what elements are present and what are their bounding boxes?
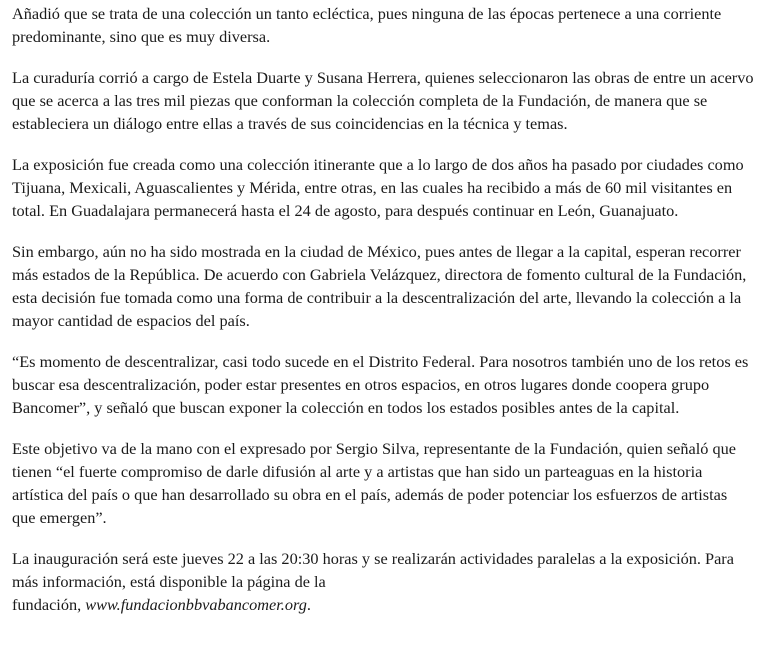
paragraph-itinerant-exhibition: La exposición fue creada como una colección itinerante que a lo largo de dos años ha pasado por ciudades como Tijuana, Mexicali, Aguascalientes y Mérida, entre otras, en las cuales ha recibido a más de 60 mil visitantes en total. En Guadalajara permanecerá hasta el 24 de agosto, para después continuar en León, Guanajuato.	[12, 155, 744, 220]
paragraph-sergio-silva: Este objetivo va de la mano con el expresado por Sergio Silva, representante de la Fundación, quien señaló que tienen “el fuerte compromiso de darle difusión al arte y a artistas que han sido un parteaguas en la historia artística del país o que han desarrollado su obra en el país, además de poder potenciar los esfuerzos de artistas que emergen”.	[12, 439, 736, 527]
inauguration-text: La inauguración será este jueves 22 a las 20:30 horas y se realizarán actividades paralelas a la exposición. Para más información, está disponible la página de la	[12, 549, 734, 591]
foundation-website: www.fundacionbbvabancomer.org	[85, 595, 307, 614]
paragraph-quote-decentralize: “Es momento de descentralizar, casi todo sucede en el Distrito Federal. Para nosotros también uno de los retos es buscar esa descentralización, poder estar presentes en otros espacios, en otros lugares donde coopera grupo Bancomer”, y señaló que buscan exponer la colección en todos los estados posibles antes de la capital.	[12, 352, 749, 417]
inauguration-prefix: fundación,	[12, 595, 86, 614]
paragraph-curators: La curaduría corrió a cargo de Estela Duarte y Susana Herrera, quienes seleccionaron las obras de entre un acervo que se acerca a las tres mil piezas que conforman la colección completa de la Fundación, de manera que se estableciera un diálogo entre ellas a través de sus coincidencias en la técnica y temas.	[12, 68, 754, 133]
paragraph-inauguration	[12, 547, 754, 616]
inauguration-suffix: .	[306, 595, 311, 614]
paragraph-eclectic-collection: Añadió que se trata de una colección un tanto ecléctica, pues ninguna de las épocas pertenece a una corriente predominante, sino que es muy diversa.	[12, 4, 722, 46]
paragraph-decentralization: Sin embargo, aún no ha sido mostrada en la ciudad de México, pues antes de llegar a la capital, esperan recorrer más estados de la República. De acuerdo con Gabriela Velázquez, directora de fomento cultural de la Fundación, esta decisión fue tomada como una forma de contribuir a la descentralización del arte, llevando la colección a la mayor cantidad de espacios del país.	[12, 242, 747, 330]
